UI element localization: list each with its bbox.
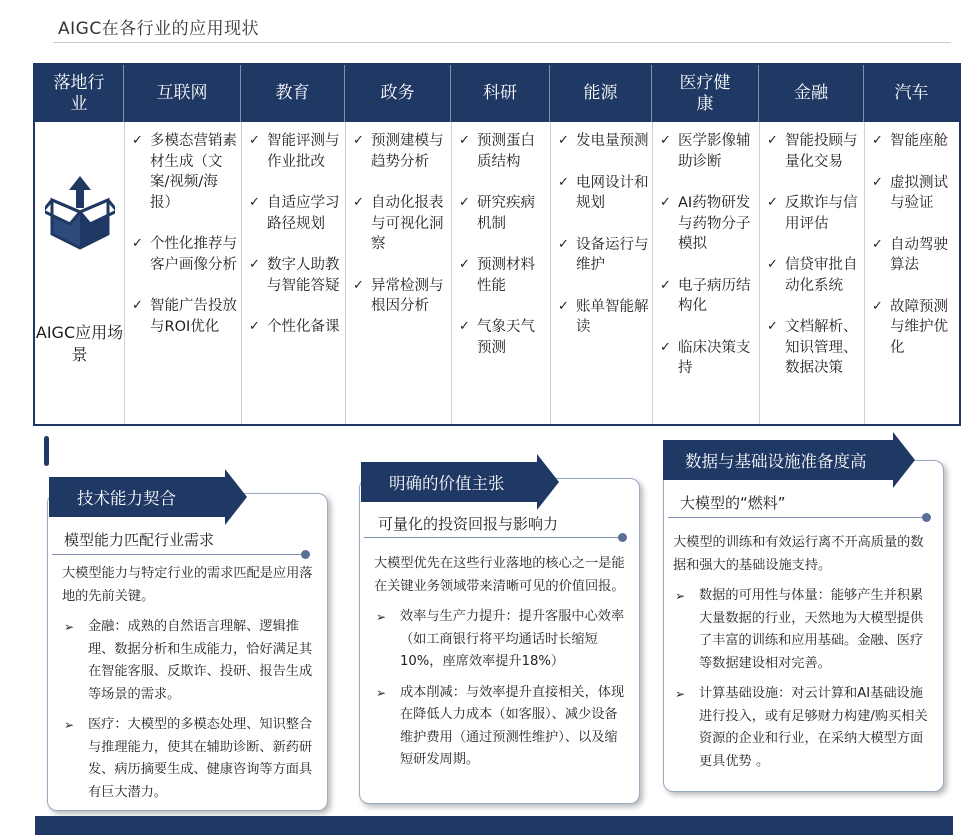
list-item: ✓ 账单智能解读 bbox=[558, 298, 649, 335]
banner-arrow-icon bbox=[893, 432, 915, 488]
checkmark-icon: ✓ bbox=[767, 257, 778, 272]
banner-arrow-icon bbox=[225, 469, 247, 525]
header-industry-government: 政务 bbox=[345, 65, 451, 122]
list-item: ✓ 信贷审批自动化系统 bbox=[767, 257, 858, 294]
panel-subtitle: 可量化的投资回报与影响力 bbox=[378, 515, 559, 533]
accent-bar bbox=[44, 436, 49, 466]
arrow-bullet-icon: ➢ bbox=[64, 718, 75, 732]
panel-body: 大模型优先在这些行业落地的核心之一是能在关键业务领域带来清晰可见的价值回报。 ➢ 效率与生产力提升：提升客服中心效率（如工商银行将平均通话时长缩短10%，座席效率提升18%） ➢ 成本削减：与效率提升直接相关，体现在降低人力成本（如客服）、减少设备维护费用（通过预测性维护）、以及缩短研发周期。 bbox=[374, 553, 628, 772]
list-item: ✓ 设备运行与维护 bbox=[558, 236, 649, 273]
banner-data-infra: 数据与基础设施准备度高 bbox=[663, 440, 915, 480]
bullet-item: ➢ 成本削减：与效率提升直接相关，体现在降低人力成本（如客服）、减少设备维护费用（通过预测性维护）、以及缩短研发周期。 bbox=[374, 682, 628, 772]
list-item: ✓ 自动驾驶算法 bbox=[872, 236, 948, 273]
list-item: ✓ 研究疾病机制 bbox=[459, 195, 535, 232]
checkmark-icon: ✓ bbox=[353, 133, 364, 148]
checkmark-icon: ✓ bbox=[459, 133, 470, 148]
bullet-item: ➢ 数据的可用性与体量：能够产生并积累大量数据的行业，天然地为大模型提供了丰富的训练和应用基础。金融、医疗等数据建设相对完善。 bbox=[673, 585, 935, 675]
footer-bar bbox=[35, 816, 953, 835]
col-research bbox=[453, 131, 548, 379]
checkmark-icon: ✓ bbox=[132, 236, 143, 251]
col-finance bbox=[761, 131, 862, 400]
column-divider bbox=[345, 122, 346, 424]
divider-dot bbox=[301, 550, 310, 559]
list-item: ✓ 电网设计和规划 bbox=[558, 174, 649, 211]
checkmark-icon: ✓ bbox=[767, 133, 778, 148]
list-item: ✓ 智能座舱 bbox=[866, 131, 957, 152]
panel-body: 大模型的训练和有效运行离不开高质量的数据和强大的基础设施支持。 ➢ 数据的可用性与体量：能够产生并积累大量数据的行业，天然地为大模型提供了丰富的训练和应用基础。金融、医疗等数据建设相对完善。 ➢ 计算基础设施：对云计算和AI基础设施进行投入，或有足够财力构建/购买相关资源的企业和行业，在采纳大模型方面更具优势 。 bbox=[673, 532, 935, 773]
title-divider bbox=[53, 42, 951, 43]
checkmark-icon: ✓ bbox=[767, 319, 778, 334]
aigc-scenario-label: AIGC应用场景 bbox=[35, 323, 124, 364]
checkmark-icon: ✓ bbox=[558, 133, 569, 148]
list-item: ✓ 数字人助教与智能答疑 bbox=[249, 257, 340, 294]
subtitle-divider bbox=[668, 517, 926, 518]
open-box-upload-icon bbox=[45, 174, 115, 254]
column-divider bbox=[451, 122, 452, 424]
list-item: ✓ AI药物研发与药物分子模拟 bbox=[660, 195, 751, 252]
column-divider bbox=[652, 122, 653, 424]
industry-table bbox=[33, 63, 961, 426]
list-item: ✓ 智能投顾与量化交易 bbox=[767, 133, 858, 170]
bullet-item: ➢ 计算基础设施：对云计算和AI基础设施进行投入，或有足够财力构建/购买相关资源的企业和行业，在采纳大模型方面更具优势 。 bbox=[673, 683, 935, 773]
list-item: ✓ 智能广告投放与ROI优化 bbox=[132, 298, 237, 335]
list-item: ✓ 异常检测与根因分析 bbox=[353, 277, 444, 314]
panel-subtitle: 模型能力匹配行业需求 bbox=[64, 531, 215, 549]
panel-subtitle: 大模型的“燃料” bbox=[680, 494, 786, 512]
divider-dot bbox=[618, 533, 627, 542]
checkmark-icon: ✓ bbox=[558, 174, 569, 190]
list-item: ✓ 故障预测与维护优化 bbox=[872, 298, 948, 356]
header-landing-industry: 落地行业 bbox=[35, 65, 124, 122]
checkmark-icon: ✓ bbox=[459, 257, 470, 272]
checkmark-icon: ✓ bbox=[249, 319, 260, 334]
list-item: ✓ 反欺诈与信用评估 bbox=[767, 195, 858, 232]
bullet-item: ➢ 医疗：大模型的多模态处理、知识整合与推理能力，使其在辅助诊断、新药研发、病历摘要生成、健康咨询等方面具有巨大潜力。 bbox=[62, 714, 314, 804]
list-item: ✓ 虚拟测试与验证 bbox=[872, 174, 948, 211]
checkmark-icon: ✓ bbox=[872, 298, 883, 314]
col-healthcare bbox=[654, 131, 757, 400]
bullet-item: ➢ 效率与生产力提升：提升客服中心效率（如工商银行将平均通话时长缩短10%，座席效率提升18%） bbox=[374, 606, 628, 674]
list-item: ✓ 多模态营销素材生成（文案/视频/海报） bbox=[132, 133, 237, 211]
list-item: ✓ 智能评测与作业批改 bbox=[249, 133, 340, 170]
arrow-bullet-icon: ➢ bbox=[675, 687, 686, 701]
list-item: ✓ 发电量预测 bbox=[552, 131, 650, 152]
banner-tech-fit: 技术能力契合 bbox=[49, 477, 245, 517]
checkmark-icon: ✓ bbox=[132, 298, 143, 313]
list-item: ✓ 个性化推荐与客户画像分析 bbox=[132, 236, 237, 273]
banner-value: 明确的价值主张 bbox=[361, 462, 557, 502]
checkmark-icon: ✓ bbox=[353, 195, 364, 210]
checkmark-icon: ✓ bbox=[132, 133, 143, 148]
checkmark-icon: ✓ bbox=[660, 133, 671, 148]
table-header-row bbox=[35, 65, 959, 122]
list-item: ✓ 临床决策支持 bbox=[660, 339, 751, 376]
checkmark-icon: ✓ bbox=[558, 298, 569, 314]
col-education bbox=[243, 131, 343, 359]
checkmark-icon: ✓ bbox=[660, 277, 671, 293]
bullet-item: ➢ 金融：成熟的自然语言理解、逻辑推理、数据分析和生成能力，恰好满足其在智能客服、反欺诈、投研、报告生成等场景的需求。 bbox=[62, 616, 314, 706]
column-divider bbox=[864, 122, 865, 424]
header-industry-energy: 能源 bbox=[550, 65, 652, 122]
checkmark-icon: ✓ bbox=[249, 133, 260, 148]
list-item: ✓ 预测建模与趋势分析 bbox=[353, 133, 444, 170]
header-industry-research: 科研 bbox=[451, 65, 550, 122]
checkmark-icon: ✓ bbox=[558, 236, 569, 252]
arrow-bullet-icon: ➢ bbox=[64, 620, 75, 634]
subtitle-divider bbox=[52, 554, 305, 555]
checkmark-icon: ✓ bbox=[353, 277, 364, 293]
header-industry-healthcare: 医疗健康 bbox=[652, 65, 759, 122]
list-item: ✓ 预测蛋白质结构 bbox=[459, 133, 535, 170]
col-government bbox=[347, 131, 449, 338]
arrow-bullet-icon: ➢ bbox=[675, 589, 686, 603]
list-item: ✓ 电子病历结构化 bbox=[660, 277, 751, 314]
list-item: ✓ 文档解析、知识管理、数据决策 bbox=[767, 319, 858, 376]
list-item: ✓ 个性化备课 bbox=[243, 317, 343, 338]
panel-body: 大模型能力与特定行业的需求匹配是应用落地的先前关键。 ➢ 金融：成熟的自然语言理解、逻辑推理、数据分析和生成能力，恰好满足其在智能客服、反欺诈、投研、报告生成等场景的需求。 ➢ 医疗：大模型的多模态处理、知识整合与推理能力，使其在辅助诊断、新药研发、病历摘要生成、健康咨询等方面具有巨大潜力。 bbox=[62, 563, 314, 804]
column-divider bbox=[550, 122, 551, 424]
column-divider bbox=[241, 122, 242, 424]
checkmark-icon: ✓ bbox=[660, 339, 671, 355]
subtitle-divider bbox=[364, 537, 620, 538]
banner-arrow-icon bbox=[537, 454, 559, 510]
checkmark-icon: ✓ bbox=[660, 195, 671, 210]
row-label-cell bbox=[35, 122, 125, 424]
column-divider bbox=[759, 122, 760, 424]
checkmark-icon: ✓ bbox=[872, 236, 883, 252]
arrow-bullet-icon: ➢ bbox=[376, 685, 387, 700]
header-industry-internet: 互联网 bbox=[124, 65, 241, 122]
checkmark-icon: ✓ bbox=[459, 319, 470, 334]
list-item: ✓ 预测材料性能 bbox=[459, 257, 535, 294]
checkmark-icon: ✓ bbox=[249, 195, 260, 210]
list-item: ✓ 医学影像辅助诊断 bbox=[660, 133, 751, 170]
checkmark-icon: ✓ bbox=[872, 174, 883, 190]
checkmark-icon: ✓ bbox=[767, 195, 778, 210]
header-industry-finance: 金融 bbox=[759, 65, 864, 122]
col-energy bbox=[552, 131, 650, 359]
checkmark-icon: ✓ bbox=[249, 257, 260, 272]
list-item: ✓ 自动化报表与可视化洞察 bbox=[353, 195, 444, 252]
col-automotive bbox=[866, 131, 957, 379]
checkmark-icon: ✓ bbox=[459, 195, 470, 210]
divider-dot bbox=[922, 513, 931, 522]
header-industry-education: 教育 bbox=[241, 65, 345, 122]
header-industry-automotive: 汽车 bbox=[894, 83, 929, 103]
checkmark-icon: ✓ bbox=[872, 133, 883, 148]
list-item: ✓ 自适应学习路径规划 bbox=[249, 195, 340, 232]
col-internet bbox=[126, 131, 238, 358]
list-item: ✓ 气象天气预测 bbox=[459, 319, 535, 356]
page-title: AIGC在各行业的应用现状 bbox=[58, 19, 260, 39]
arrow-bullet-icon: ➢ bbox=[376, 610, 387, 624]
